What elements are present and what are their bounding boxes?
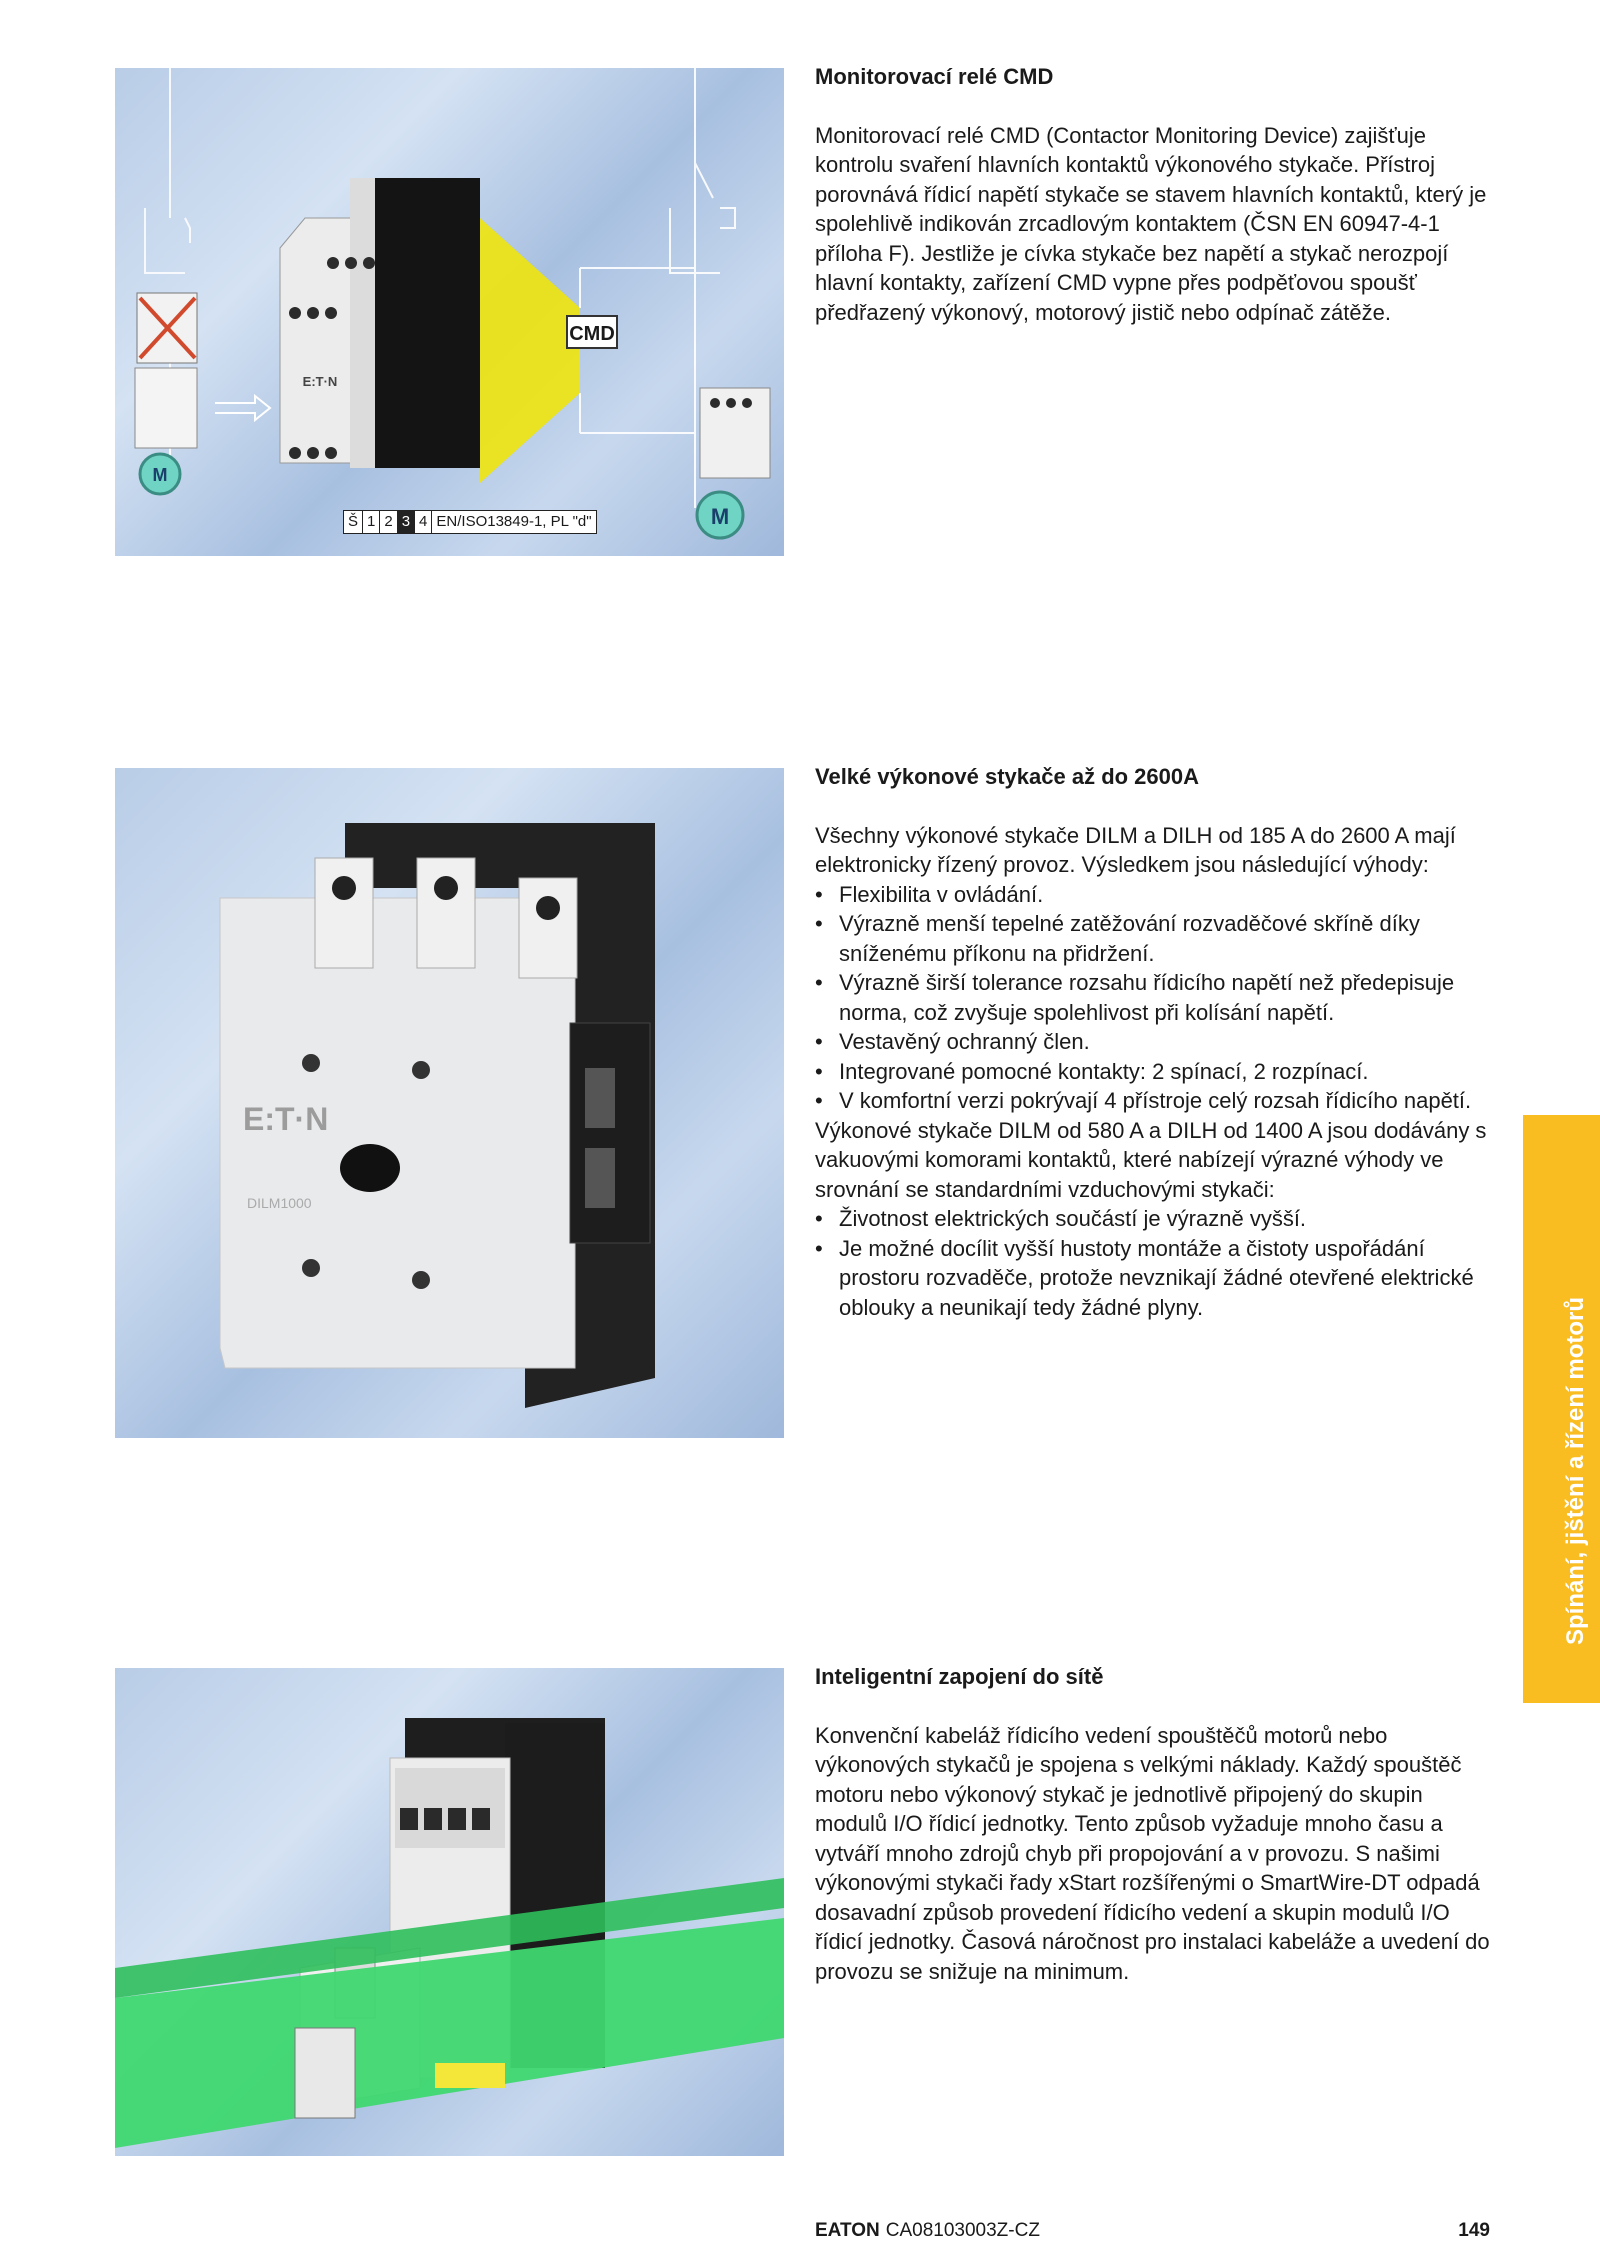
safety-level-4: 4 (415, 511, 432, 533)
section-large-contactors (815, 762, 1495, 1322)
cmd-device-label: E:T·N (302, 374, 338, 389)
middle-large-contactors: Výkonové stykače DILM od 580 A a DILH od 1400 A jsou dodávány s vakuovými komorami kontaktů, které nabízejí výrazné výhody ve srovnání se standardními vzduchovými stykači: (815, 1117, 1487, 1202)
heading-cmd: Monitorovací relé CMD (815, 64, 1054, 89)
paragraph-smartwire: Konvenční kabeláž řídicího vedení spouštěčů motorů nebo výkonových stykačů je spojena s velkými náklady. Každý spouštěč motoru nebo výkonový stykač je jednotlivě připojený do skupin modulů I/O řídicí jednotky. Tento způsob vyžaduje mnoho času a vytváří mnoho zdrojů chyb při propojování a v provozu. S našimi výkonovými stykači řady xStart rozšířenými o SmartWire-DT odpadá dosavadní způsob provedení řídicího vedení a skupin modulů I/O řídicí jednotky. Časová náročnost pro instalaci kabeláže a uvedení do provozu se snižuje na minimum. (815, 1722, 1490, 1984)
arrow-icon (215, 396, 270, 420)
motor-label-left: M (152, 465, 168, 485)
motor-label-right: M (710, 504, 730, 529)
list-item: • Výrazně menší tepelné zatěžování rozvaděčové skříně díky sníženému příkonu na přidržení. (815, 909, 1495, 968)
vacuum-advantages-list (815, 1204, 1495, 1322)
contactor-brand: E:T·N (243, 1101, 329, 1137)
list-item: • Vestavěný ochranný člen. (815, 1027, 1495, 1057)
list-item: • Integrované pomocné kontakty: 2 spínací, 2 rozpínací. (815, 1057, 1495, 1087)
smartwire-figure (115, 1668, 784, 2156)
safety-level-2: 2 (380, 511, 397, 533)
footer (815, 2220, 1040, 2242)
footer-brand: EATON (815, 2220, 880, 2241)
section-cmd (815, 62, 1495, 327)
paragraph-cmd: Monitorovací relé CMD (Contactor Monitoring Device) zajišťuje kontrolu svaření hlavních kontaktů výkonového stykače. Přístroj porovnává řídicí napětí stykače se stavem hlavních kontaktů, který je spolehlivě indikován zrcadlovým kontaktem (ČSN EN 60947-4-1 příloha F). Jestliže je cívka stykače bez napětí a stykač nerozpojí hlavní kontakty, zařízení CMD vypne přes podpěťovou spoušť předřazený výkonový, motorový jistič nebo odpínač zátěže. (815, 122, 1487, 325)
cmd-illustration (115, 68, 784, 556)
heading-smartwire: Inteligentní zapojení do sítě (815, 1664, 1104, 1689)
cmd-beam (480, 218, 580, 483)
safety-category-badge (343, 510, 597, 534)
list-item: • Výrazně širší tolerance rozsahu řídicího napětí než předepisuje norma, což zvyšuje spolehlivost při kolísání napětí. (815, 968, 1495, 1027)
contactor-model: DILM1000 (247, 1195, 312, 1211)
list-item: • V komfortní verzi pokrývají 4 přístroje celý rozsah řídicího napětí. (815, 1086, 1495, 1116)
heading-large-contactors: Velké výkonové stykače až do 2600A (815, 764, 1200, 789)
cmd-figure (115, 68, 784, 556)
footer-code: CA08103003Z-CZ (885, 2220, 1040, 2241)
chapter-side-tab-label: Spínání, jištění a řízení motorů (1562, 1296, 1589, 1645)
list-item: • Životnost elektrických součástí je výrazně vyšší. (815, 1204, 1495, 1234)
intro-large-contactors: Všechny výkonové stykače DILM a DILH od 185 A do 2600 A mají elektronicky řízený provoz. Výsledkem jsou následující výhody: (815, 822, 1456, 877)
large-contactor-illustration (115, 768, 784, 1438)
list-item: • Je možné docílit vyšší hustoty montáže a čistoty uspořádání prostoru rozvaděče, protože nevznikají žádné otevřené elektrické oblouky a neunikají tedy žádné plyny. (815, 1234, 1495, 1323)
smartwire-illustration (115, 1668, 784, 2156)
section-smartwire (815, 1662, 1495, 1986)
safety-level-3: 3 (398, 511, 415, 533)
safety-s: Š (344, 511, 363, 533)
cmd-label: CMD (569, 323, 615, 345)
safety-standard: EN/ISO13849-1, PL "d" (436, 513, 592, 530)
cmd-device-black (370, 178, 480, 468)
large-contactor-figure (115, 768, 784, 1438)
page-number: 149 (1458, 2220, 1490, 2241)
safety-level-1: 1 (363, 511, 380, 533)
list-item: • Flexibilita v ovládání. (815, 880, 1495, 910)
advantages-list (815, 880, 1495, 1116)
